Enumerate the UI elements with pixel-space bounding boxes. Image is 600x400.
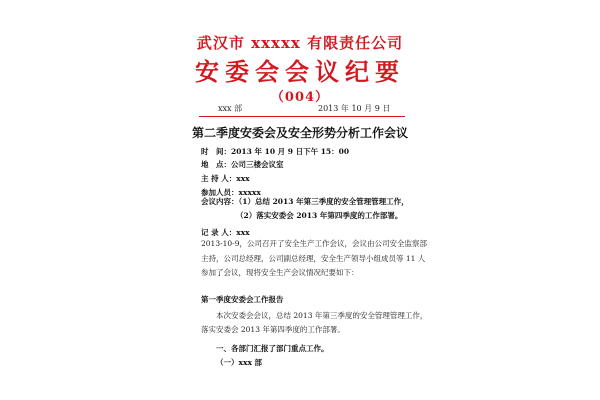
report-line-2: 落实安委会 2013 年第四季度的工作部署。 (201, 325, 345, 334)
meeting-host: 主 持 人：xxx (201, 174, 250, 183)
meeting-content-1: 会议内容：（1）总结 2013 年第三季度的安全管理管理工作， (201, 197, 409, 206)
meeting-place: 地 点：公司三楼会议室 (201, 160, 284, 169)
heading-department-xxx: （一）xxx 部 (216, 358, 263, 367)
department-label: xxx 部 (218, 104, 243, 113)
meeting-time: 时 间：2013 年 10 月 9 日下午 15：00 (201, 147, 350, 156)
summary-line-2: 主持，公司总经理，公司副总经理，安全生产领导小组成员等 11 人 (201, 254, 426, 263)
header-divider (199, 116, 405, 117)
summary-line-3: 参加了会议，现将安全生产会议情况纪要如下： (201, 268, 359, 277)
meeting-recorder: 记 录 人：xxx (201, 228, 250, 237)
issue-number: （004） (270, 90, 330, 105)
meeting-content-2: （2）落实安委会 2013 年第四季度的工作部署。 (236, 211, 403, 220)
meeting-attendees: 参加人员：xxxxx (201, 188, 261, 197)
company-name: 武汉市 xxxxx 有限责任公司 (196, 34, 404, 52)
summary-line-1: 2013-10-9，公司召开了安全生产工作会议，会议由公司安全监察部 (201, 239, 427, 248)
heading-departments: 一、各部门汇报了部门重点工作。 (216, 344, 329, 353)
meeting-title: 第二季度安委会及安全形势分析工作会议 (191, 126, 408, 140)
section-title: 第一季度安委会工作报告 (201, 295, 284, 304)
report-line-1: 本次安委会会议，总结 2013 年第三季度的安全管理管理工作， (216, 311, 428, 320)
issue-date: 2013 年 10 月 9 日 (318, 104, 391, 113)
document-header-title: 安委会会议纪要 (195, 57, 405, 86)
